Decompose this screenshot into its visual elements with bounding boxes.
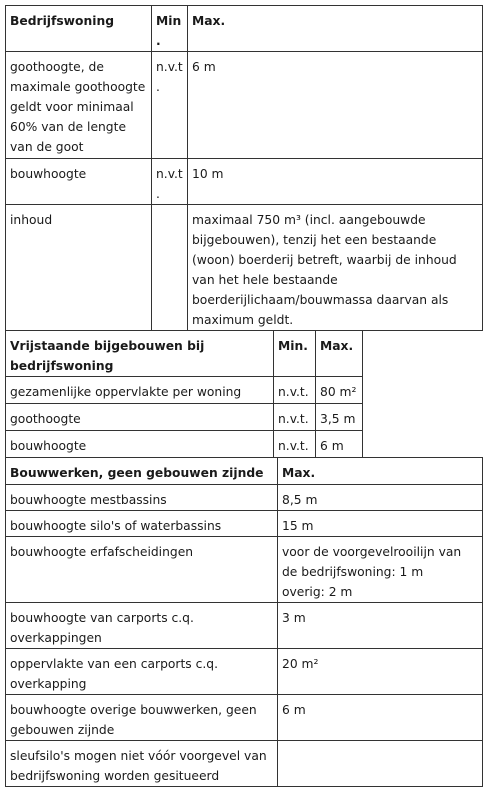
table-row bbox=[6, 741, 483, 787]
table-cell: 6 m bbox=[278, 695, 483, 741]
table-cell: 6 m bbox=[316, 431, 363, 458]
table-row bbox=[6, 159, 483, 205]
table-cell: bouwhoogte bbox=[6, 159, 152, 205]
table-cell: bouwhoogte bbox=[6, 431, 274, 458]
column-header: Max. bbox=[188, 6, 483, 52]
table-cell: inhoud bbox=[6, 205, 152, 331]
table-row bbox=[6, 603, 483, 649]
column-header: Max. bbox=[278, 458, 483, 485]
table-row bbox=[6, 485, 483, 511]
table-cell: bouwhoogte van carports c.q. overkappingen bbox=[6, 603, 278, 649]
table-row bbox=[6, 649, 483, 695]
column-header: Bouwwerken, geen gebouwen zijnde bbox=[6, 458, 278, 485]
table-row bbox=[6, 377, 363, 404]
column-header: Bedrijfswoning bbox=[6, 6, 152, 52]
table-cell: n.v.t. bbox=[152, 52, 188, 159]
table-cell: 3,5 m bbox=[316, 404, 363, 431]
table-cell: bouwhoogte mestbassins bbox=[6, 485, 278, 511]
table-row bbox=[6, 537, 483, 603]
table-cell: gezamenlijke oppervlakte per woning bbox=[6, 377, 274, 404]
table-cell: maximaal 750 m³ (incl. aangebouwde bijgebouwen), tenzij het een bestaande (woon) boerderij betreft, waarbij de inhoud van het hele bestaande boerderijlichaam/bouwmassa daarvan als maximum geldt. bbox=[188, 205, 483, 331]
column-header: Vrijstaande bijgebouwen bij bedrijfswoning bbox=[6, 331, 274, 377]
table-cell: 80 m² bbox=[316, 377, 363, 404]
table-cell: n.v.t. bbox=[274, 404, 316, 431]
table-header-row bbox=[6, 6, 483, 52]
table-cell: n.v.t. bbox=[274, 431, 316, 458]
column-header: Min. bbox=[152, 6, 188, 52]
table-row bbox=[6, 52, 483, 159]
table-cell: bouwhoogte overige bouwwerken, geen gebouwen zijnde bbox=[6, 695, 278, 741]
table-header-row bbox=[6, 458, 483, 485]
table-cell: bouwhoogte silo's of waterbassins bbox=[6, 511, 278, 537]
table-row bbox=[6, 695, 483, 741]
column-header: Max. bbox=[316, 331, 363, 377]
table-cell: 3 m bbox=[278, 603, 483, 649]
table-cell: 8,5 m bbox=[278, 485, 483, 511]
table-cell: 20 m² bbox=[278, 649, 483, 695]
table-cell: sleufsilo's mogen niet vóór voorgevel van bedrijfswoning worden gesitueerd bbox=[6, 741, 278, 787]
vrijstaande-bijgebouwen-table bbox=[5, 330, 363, 458]
table-cell: n.v.t. bbox=[274, 377, 316, 404]
bouwwerken-table bbox=[5, 457, 483, 787]
table-cell: goothoogte bbox=[6, 404, 274, 431]
table-row bbox=[6, 511, 483, 537]
table-cell: n.v.t. bbox=[152, 159, 188, 205]
table-row bbox=[6, 404, 363, 431]
table-row bbox=[6, 431, 363, 458]
column-header: Min. bbox=[274, 331, 316, 377]
table-cell bbox=[278, 741, 483, 787]
bedrijfswoning-table bbox=[5, 5, 483, 331]
table-row bbox=[6, 205, 483, 331]
table-cell: voor de voorgevelrooilijn van de bedrijfswoning: 1 m overig: 2 m bbox=[278, 537, 483, 603]
table-cell: 10 m bbox=[188, 159, 483, 205]
table-cell: 6 m bbox=[188, 52, 483, 159]
table-cell bbox=[152, 205, 188, 331]
table-cell: 15 m bbox=[278, 511, 483, 537]
table-cell: oppervlakte van een carports c.q. overkapping bbox=[6, 649, 278, 695]
table-cell: goothoogte, de maximale goothoogte geldt voor minimaal 60% van de lengte van de goot bbox=[6, 52, 152, 159]
table-header-row bbox=[6, 331, 363, 377]
table-cell: bouwhoogte erfafscheidingen bbox=[6, 537, 278, 603]
